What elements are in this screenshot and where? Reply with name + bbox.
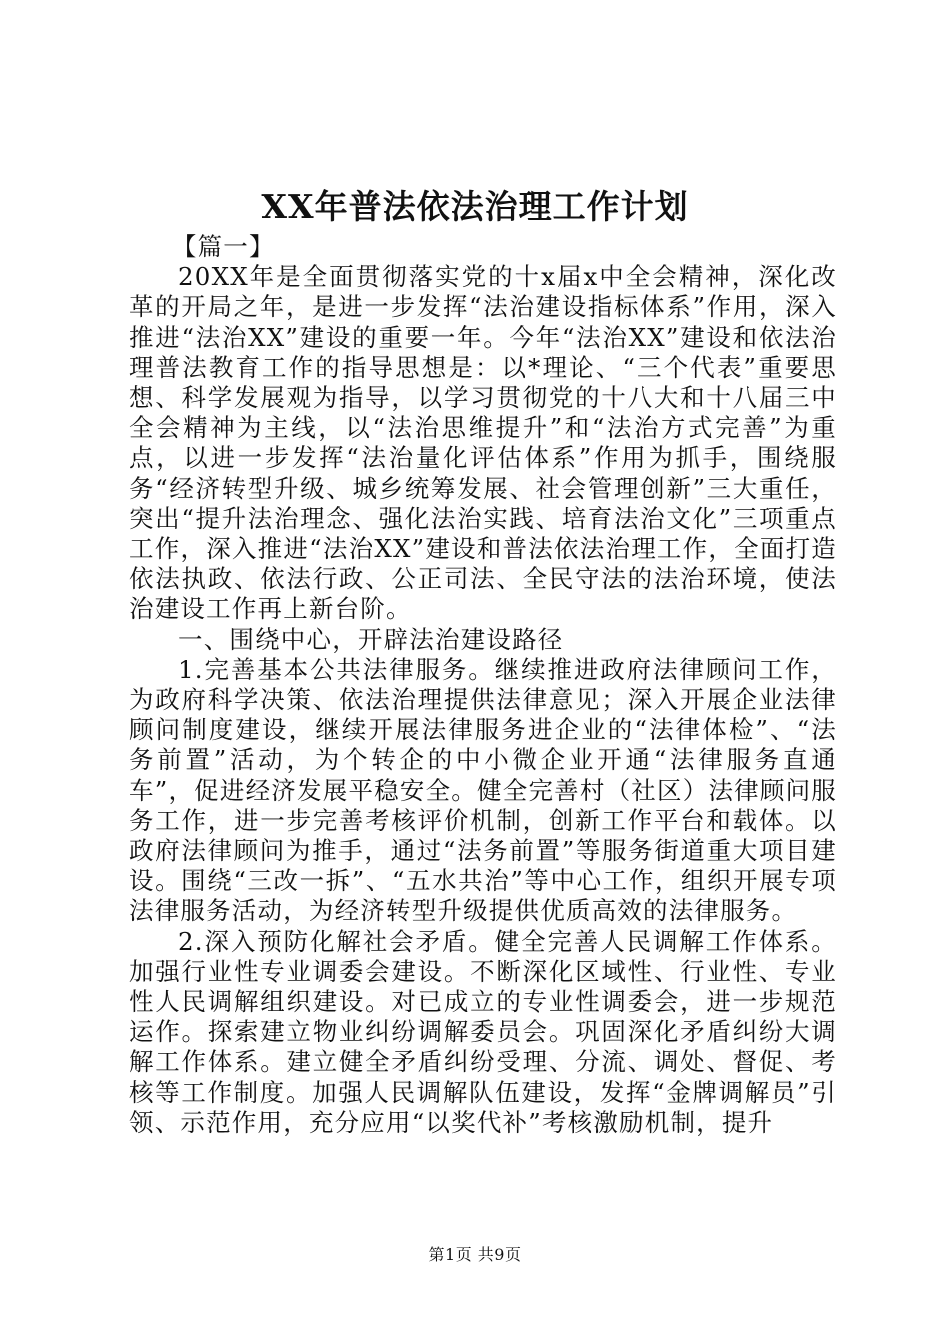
section-label: 【篇一】 (171, 232, 275, 261)
page-number-footer: 第1页 共9页 (428, 1245, 522, 1264)
heading-section-one: 一、围绕中心，开辟法治建设路径 (178, 624, 564, 654)
document-title: XX年普法依法治理工作计划 (261, 187, 689, 226)
document-body (129, 232, 837, 1138)
paragraph-item-1: 1.完善基本公共法律服务。继续推进政府法律顾问工作，为政府科学决策、依法治理提供法律意见；深入开展企业法律顾问制度建设，继续开展法律服务进企业的“法律体检”、“法务前置”活动，为个转企的中小微企业开通“法律服务直通车”，促进经济发展平稳安全。健全完善村（社区）法律顾问服务工作，进一步完善考核评价机制，创新工作平台和载体。以政府法律顾问为推手，通过“法务前置”等服务街道重大项目建设。围绕“三改一拆”、“五水共治”等中心工作，组织开展专项法律服务活动，为经济转型升级提供优质高效的法律服务。 (129, 654, 837, 926)
paragraph-intro: 20XX年是全面贯彻落实党的十x届x中全会精神，深化改革的开局之年，是进一步发挥“法治建设指标体系”作用，深入推进“法治XX”建设的重要一年。今年“法治XX”建设和依法治理普法教育工作的指导思想是：以*理论、“三个代表”重要思想、科学发展观为指导，以学习贯彻党的十八大和十八届三中全会精神为主线，以“法治思维提升”和“法治方式完善”为重点，以进一步发挥“法治量化评估体系”作用为抓手，围绕服务“经济转型升级、城乡统筹发展、社会管理创新”三大重任，突出“提升法治理念、强化法治实践、培育法治文化”三项重点工作，深入推进“法治XX”建设和普法依法治理工作，全面打造依法执政、依法行政、公正司法、全民守法的法治环境，使法治建设工作再上新台阶。 (129, 262, 837, 624)
paragraph-item-2: 2.深入预防化解社会矛盾。健全完善人民调解工作体系。加强行业性专业调委会建设。不断深化区域性、行业性、专业性人民调解组织建设。对已成立的专业性调委会，进一步规范运作。探索建立物业纠纷调解委员会。巩固深化矛盾纠纷大调解工作体系。建立健全矛盾纠纷受理、分流、调处、督促、考核等工作制度。加强人民调解队伍建设，发挥“金牌调解员”引领、示范作用，充分应用“以奖代补”考核激励机制，提升 (129, 926, 837, 1137)
